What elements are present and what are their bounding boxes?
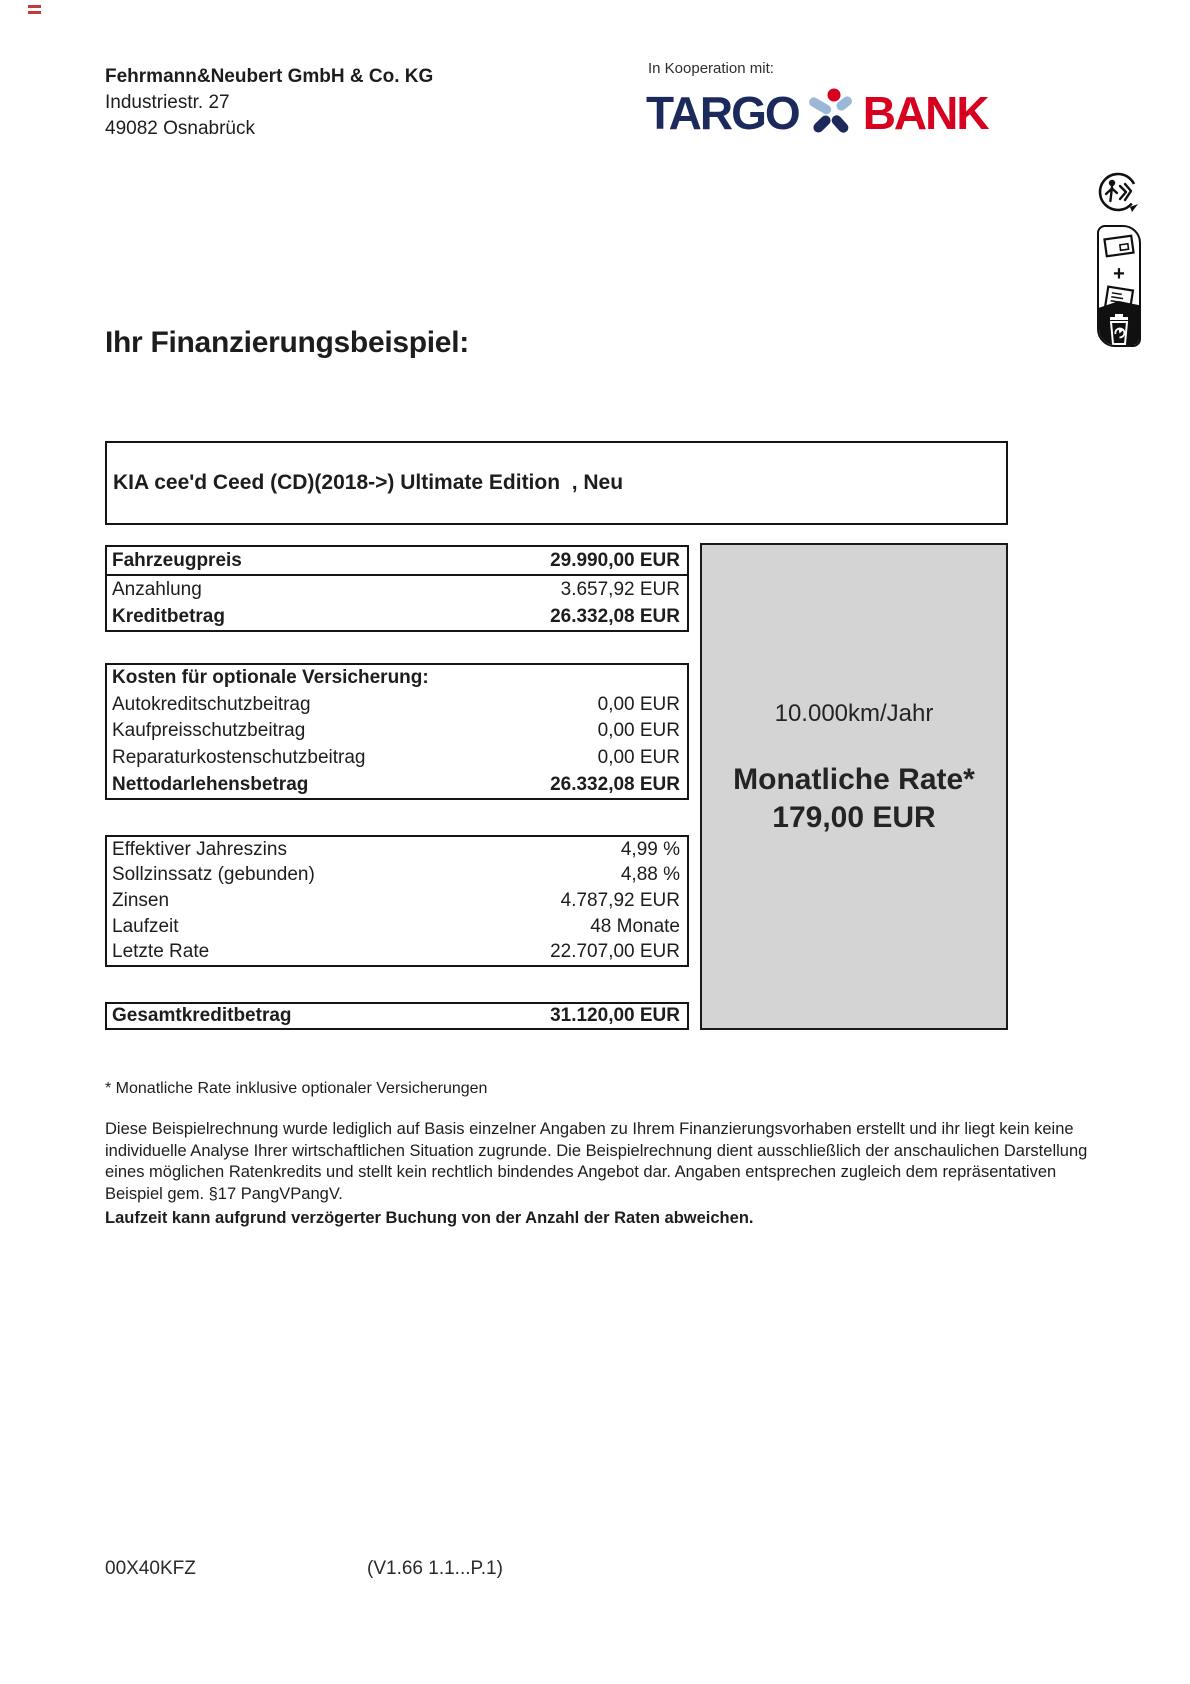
duration-note: Laufzeit kann aufgrund verzögerter Buchung von der Anzahl der Raten abweichen. — [105, 1209, 754, 1227]
asterisk-footnote: * Monatliche Rate inklusive optionaler Versicherungen — [105, 1080, 488, 1097]
paper-disposal-sorting-icon — [1097, 225, 1141, 347]
total-table — [105, 1002, 689, 1030]
page-corner-mark — [28, 5, 41, 17]
row-label: Kreditbetrag — [112, 605, 225, 627]
monthly-rate-label: Monatliche Rate* — [733, 763, 975, 796]
row-value: 3.657,92 EUR — [560, 578, 680, 600]
corner-mark-bar — [28, 5, 41, 8]
legal-line: Diese Beispielrechnung wurde lediglich auf Basis einzelner Angaben zu Ihrem Finanzierungsvorhaben erstellt und ihr liegt kein keine — [105, 1120, 1074, 1138]
table-row — [107, 745, 687, 772]
sender-city: 49082 Osnabrück — [105, 118, 255, 139]
table-row — [107, 718, 687, 745]
vehicle-name: KIA cee'd Ceed (CD)(2018->) Ultimate Edition , Neu — [113, 471, 624, 494]
legal-line: Beispiel gem. §17 PangVPangV. — [105, 1184, 343, 1203]
table-header-row — [107, 665, 687, 692]
conditions-table — [105, 835, 689, 967]
recycling-icons-column — [1097, 170, 1143, 347]
monthly-rate-box — [700, 543, 1008, 1030]
plus-icon: + — [1113, 263, 1125, 285]
envelope-icon — [1103, 234, 1135, 258]
row-value: 0,00 EUR — [597, 720, 680, 742]
bank-logo-word-targo: TARGO — [646, 87, 799, 139]
row-label: Gesamtkreditbetrag — [112, 1005, 292, 1026]
row-value: 26.332,08 EUR — [550, 605, 680, 627]
table-row — [107, 939, 687, 965]
table-row — [107, 1004, 687, 1028]
row-value: 0,00 EUR — [597, 693, 680, 715]
row-value: 4.787,92 EUR — [560, 889, 680, 911]
row-value: 48 Monate — [590, 915, 680, 937]
row-label: Kaufpreisschutzbeitrag — [112, 720, 306, 742]
targobank-logo — [646, 86, 988, 140]
row-label: Sollzinssatz (gebunden) — [112, 864, 315, 886]
table-row — [107, 603, 687, 630]
row-value: 0,00 EUR — [597, 747, 680, 769]
legal-paragraph — [105, 1119, 1087, 1205]
row-value: 29.990,00 EUR — [550, 549, 680, 571]
legal-line: individuelle Analyse Ihrer wirtschaftlichen Situation zugrunde. Die Beispielrechnung dient ausschließlich der anschaulichen Darstellung — [105, 1141, 1088, 1160]
table-row — [107, 771, 687, 798]
table-row — [107, 547, 687, 576]
form-version: (V1.66 1.1...P.1) — [367, 1558, 503, 1579]
row-label: Effektiver Jahreszins — [112, 838, 287, 860]
recycle-bin-icon — [1103, 313, 1135, 347]
row-label: Laufzeit — [112, 915, 179, 937]
row-value: 4,88 % — [620, 864, 680, 886]
table-row — [107, 692, 687, 719]
row-label: Fahrzeugpreis — [112, 549, 242, 571]
price-table — [105, 545, 689, 632]
table-row — [107, 837, 687, 863]
legal-line: eines möglichen Ratenkredits und stellt kein rechtlich bindendes Angebot dar. Angaben entsprechen zugleich dem repräsentativen — [105, 1163, 1057, 1181]
row-value: 31.120,00 EUR — [550, 1005, 680, 1026]
row-label: Letzte Rate — [112, 941, 210, 963]
corner-mark-bar — [28, 11, 41, 14]
monthly-rate-value: 179,00 EUR — [772, 801, 936, 834]
table-row — [107, 576, 687, 603]
sender-street: Industriestr. 27 — [105, 92, 230, 113]
recycle-bin-section — [1097, 301, 1141, 347]
form-code: 00X40KFZ — [105, 1558, 196, 1579]
row-label: Autokreditschutzbeitrag — [112, 693, 311, 715]
row-label: Anzahlung — [112, 578, 202, 600]
page-title: Ihr Finanzierungsbeispiel: — [105, 326, 469, 359]
triman-recycling-icon — [1097, 170, 1139, 214]
row-value: 22.707,00 EUR — [550, 941, 680, 963]
insurance-table — [105, 663, 689, 800]
sender-company: Fehrmann&Neubert GmbH & Co. KG — [105, 66, 434, 87]
targobank-jumping-figure-icon — [804, 86, 858, 140]
table-row — [107, 863, 687, 889]
bank-logo-word-bank: BANK — [862, 87, 988, 139]
row-label: Nettodarlehensbetrag — [112, 773, 309, 795]
annual-mileage: 10.000km/Jahr — [774, 700, 934, 727]
table-row — [107, 914, 687, 940]
row-label: Reparaturkostenschutzbeitrag — [112, 747, 366, 769]
row-label: Zinsen — [112, 889, 170, 911]
cooperation-label: In Kooperation mit: — [648, 60, 774, 77]
row-label: Kosten für optionale Versicherung: — [112, 667, 429, 689]
row-value: 26.332,08 EUR — [550, 773, 680, 795]
sender-address-block — [105, 64, 433, 142]
row-value: 4,99 % — [620, 838, 680, 860]
table-row — [107, 888, 687, 914]
vehicle-box — [105, 441, 1008, 525]
